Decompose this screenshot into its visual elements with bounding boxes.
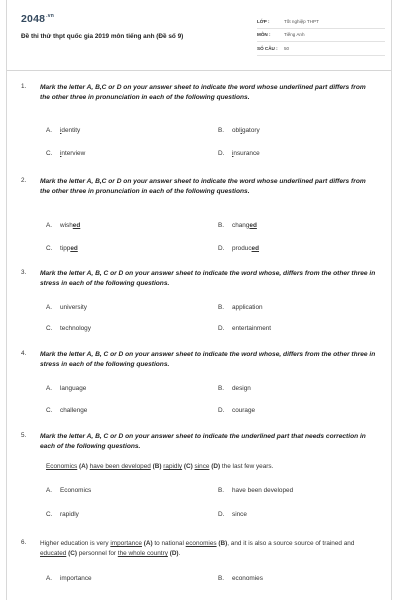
site-logo[interactable] bbox=[21, 13, 54, 25]
stem-part: have been developed bbox=[89, 463, 151, 470]
option-letter: D. bbox=[218, 325, 225, 332]
question-number: 1. bbox=[21, 83, 27, 90]
option-letter: B. bbox=[218, 127, 225, 134]
option-underlined: i bbox=[240, 127, 242, 134]
option-underlined: i bbox=[232, 150, 234, 157]
meta-value: 50 bbox=[284, 45, 290, 51]
question-text: Mark the letter A, B, C or D on your answer sheet to indicate the word whose, differs from the other three in stress in each of the following questions. bbox=[40, 351, 376, 369]
text-marker: (C) bbox=[68, 550, 77, 557]
option-letter: B. bbox=[218, 385, 225, 392]
question-text: Mark the letter A, B, C or D on your answer sheet to indicate the underlined part that needs correction in each of the following questions. bbox=[40, 433, 366, 451]
question-number: 6. bbox=[21, 539, 27, 546]
option-letter: B. bbox=[218, 575, 225, 582]
option-letter: C. bbox=[46, 245, 53, 252]
option-d[interactable] bbox=[218, 245, 259, 252]
logo-text: 2048 bbox=[21, 13, 46, 25]
option-c[interactable] bbox=[46, 325, 91, 332]
option-a[interactable] bbox=[46, 487, 91, 494]
meta-key: MÔN : bbox=[257, 32, 271, 38]
option-c[interactable] bbox=[46, 407, 87, 414]
option-letter: A. bbox=[46, 385, 53, 392]
option-d[interactable] bbox=[218, 407, 255, 414]
option-a[interactable] bbox=[46, 127, 80, 134]
text-part: personnel for bbox=[76, 550, 118, 557]
option-text: entertainment bbox=[232, 325, 272, 332]
page-header bbox=[7, 0, 391, 71]
option-text: have been developed bbox=[232, 487, 294, 494]
option-a[interactable] bbox=[46, 385, 86, 392]
exam-meta bbox=[257, 15, 385, 56]
option-letter: A. bbox=[46, 487, 53, 494]
option-text: design bbox=[232, 385, 251, 392]
question-number: 2. bbox=[21, 177, 27, 184]
option-letter: A. bbox=[46, 127, 53, 134]
option-b[interactable] bbox=[218, 127, 260, 134]
text-part: . bbox=[178, 550, 181, 557]
logo-suffix: .vn bbox=[46, 13, 54, 19]
exam-title: Đề thi thử thpt quốc gia 2019 môn tiếng anh (Đề số 9) bbox=[21, 33, 184, 40]
option-text: obl bbox=[232, 127, 241, 134]
option-d[interactable] bbox=[218, 511, 247, 518]
stem-marker: (C) bbox=[183, 463, 193, 470]
option-underlined: ed bbox=[70, 245, 78, 252]
stem-marker: (D) bbox=[211, 463, 221, 470]
option-c[interactable] bbox=[46, 245, 78, 252]
option-a[interactable] bbox=[46, 575, 92, 582]
question-number: 5. bbox=[21, 432, 27, 439]
question-number: 3. bbox=[21, 269, 27, 276]
option-letter: B. bbox=[218, 487, 225, 494]
option-underlined: i bbox=[60, 127, 62, 134]
option-letter: A. bbox=[46, 575, 53, 582]
option-text: economies bbox=[232, 575, 263, 582]
option-b[interactable] bbox=[218, 487, 293, 494]
meta-key: LỚP : bbox=[257, 18, 270, 24]
option-letter: C. bbox=[46, 325, 53, 332]
stem-part: the last few years. bbox=[221, 463, 274, 470]
option-text: language bbox=[60, 385, 87, 392]
option-text: rapidly bbox=[60, 511, 79, 518]
question-text: Mark the letter A, B,C or D on your answer sheet to indicate the word whose underlined part differs from the other three in pronunciation in each of the following questions. bbox=[40, 178, 366, 196]
option-letter: B. bbox=[218, 222, 225, 229]
text-underlined: educated bbox=[40, 550, 67, 557]
text-marker: (A) bbox=[143, 540, 153, 547]
option-text: nsurance bbox=[233, 150, 260, 157]
exam-page bbox=[6, 0, 392, 600]
option-b[interactable] bbox=[218, 385, 251, 392]
option-underlined: i bbox=[60, 150, 62, 157]
stem-part: rapidly bbox=[163, 463, 183, 470]
meta-row-count bbox=[257, 42, 385, 56]
option-text: nterview bbox=[61, 150, 86, 157]
text-underlined: economies bbox=[185, 540, 217, 547]
option-a[interactable] bbox=[46, 222, 80, 229]
question-text: Mark the letter A, B, C or D on your answer sheet to indicate the word whose, differs from the other three in stress in each of the following questions. bbox=[40, 270, 376, 288]
option-text: produc bbox=[232, 245, 252, 252]
text-part: to national bbox=[152, 540, 186, 547]
option-letter: D. bbox=[218, 150, 225, 157]
option-text: university bbox=[60, 304, 87, 311]
option-a[interactable] bbox=[46, 304, 87, 311]
option-text: tipp bbox=[60, 245, 71, 252]
option-letter: D. bbox=[218, 407, 225, 414]
stem-part: Economics bbox=[46, 463, 78, 470]
text-part: Higher education is very bbox=[40, 540, 111, 547]
question-number: 4. bbox=[21, 350, 27, 357]
option-text: dentity bbox=[61, 127, 81, 134]
option-d[interactable] bbox=[218, 325, 271, 332]
option-text: wish bbox=[60, 222, 73, 229]
option-letter: C. bbox=[46, 407, 53, 414]
option-underlined: ed bbox=[251, 245, 260, 252]
meta-key: SỐ CÂU : bbox=[257, 45, 278, 51]
option-b[interactable] bbox=[218, 575, 263, 582]
stem-marker: (B) bbox=[152, 463, 162, 470]
option-letter: B. bbox=[218, 304, 225, 311]
option-letter: C. bbox=[46, 150, 53, 157]
stem-marker: (A) bbox=[79, 463, 88, 470]
option-text: importance bbox=[60, 575, 92, 582]
option-text: application bbox=[232, 304, 263, 311]
option-letter: D. bbox=[218, 245, 225, 252]
option-text: Economics bbox=[60, 487, 92, 494]
meta-value: Tiếng Anh bbox=[284, 32, 305, 38]
text-marker: (D) bbox=[169, 550, 179, 557]
option-b[interactable] bbox=[218, 222, 257, 229]
option-underlined: ed bbox=[72, 222, 81, 229]
meta-row-class bbox=[257, 15, 385, 29]
option-c[interactable] bbox=[46, 511, 79, 518]
option-text: since bbox=[232, 511, 247, 518]
option-letter: C. bbox=[46, 511, 53, 518]
question-text bbox=[40, 539, 376, 559]
option-b[interactable] bbox=[218, 304, 263, 311]
text-underlined: importance bbox=[110, 540, 142, 547]
meta-row-subject bbox=[257, 29, 385, 43]
text-part: , and it is also a source source of trained and bbox=[227, 540, 355, 547]
option-letter: D. bbox=[218, 511, 225, 518]
option-letter: A. bbox=[46, 222, 53, 229]
option-text: technology bbox=[60, 325, 91, 332]
question-text: Mark the letter A, B,C or D on your answer sheet to indicate the word whose underlined part differs from the other three in pronunciation in each of the following questions. bbox=[40, 84, 366, 102]
stem-part: since bbox=[194, 463, 210, 470]
option-text: courage bbox=[232, 407, 256, 414]
text-marker: (B) bbox=[218, 540, 228, 547]
option-d[interactable] bbox=[218, 150, 260, 157]
meta-value: Tốt nghiệp THPT bbox=[284, 18, 319, 24]
option-letter: A. bbox=[46, 304, 53, 311]
question-stem bbox=[46, 463, 273, 470]
option-underlined: ed bbox=[249, 222, 257, 229]
option-text: challenge bbox=[60, 407, 88, 414]
option-text: chang bbox=[232, 222, 250, 229]
text-underlined: the whole country bbox=[117, 550, 168, 557]
option-text: gatory bbox=[241, 127, 260, 134]
option-c[interactable] bbox=[46, 150, 85, 157]
